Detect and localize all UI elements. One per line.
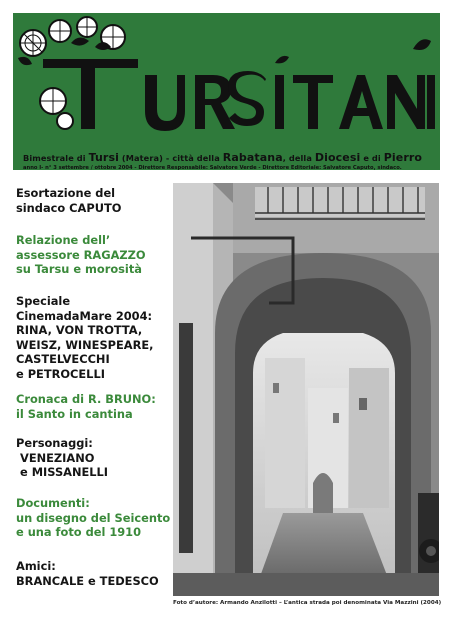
headline-relazione[interactable]: Relazione dell’ assessore RAGAZZO su Tarsu e morosità [16, 233, 146, 277]
headline-esortazione[interactable]: Esortazione del sindaco CAPUTO [16, 186, 122, 215]
headline-amici[interactable]: Amici: BRANCALE e TEDESCO [16, 559, 159, 588]
masthead-subtitle: Bimestrale di Tursi (Matera) - città della Rabatana, della Diocesi e di Pierro [23, 151, 423, 164]
archway-street-photo [173, 183, 439, 596]
masthead [13, 13, 440, 170]
orange-slices-icon [18, 17, 125, 65]
headline-personaggi[interactable]: Personaggi: VENEZIANO e MISSANELLI [16, 436, 109, 480]
photo-caption: Foto d’autore: Armando Anzilotti – L’antica strada poi denominata Via Mazzini (2004) [173, 600, 442, 606]
headline-cronaca[interactable]: Cronaca di R. BRUNO: il Santo in cantina [16, 392, 156, 421]
cover-photo [173, 183, 439, 596]
headline-documenti[interactable]: Documenti: un disegno del Seicento e una foto del 1910 [16, 496, 171, 540]
headline-speciale[interactable]: Speciale CinemadaMare 2004: RINA, VON TROTTA, WEISZ, WINESPEARE, CASTELVECCHI e PETROCELLI [16, 294, 154, 381]
masthead-logo [13, 13, 440, 138]
title-letters [40, 39, 435, 131]
masthead-issue-line: anno I- n° 3 settembre / ottobre 2004 - Direttore Responsabile: Salvatore Verde - Direttore Editoriale: Salvatore Caputo, sindaco. [23, 165, 402, 170]
